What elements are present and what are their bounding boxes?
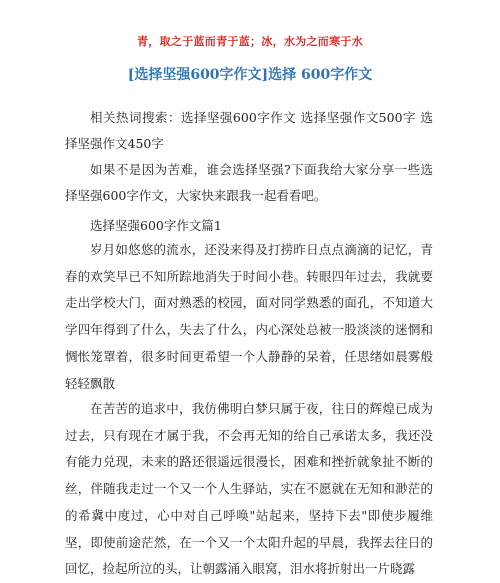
section-subtitle: 选择坚强600字作文篇1	[90, 218, 222, 233]
paragraph-1: 岁月如悠悠的流水，还没来得及打捞昨日点点滴滴的记忆，青春的欢笑早已不知所踪地消失于时间小巷。转眼四年过去，我就要走出学校大门，面对熟悉的校园，面对同学熟悉的面孔，不知道大学四年得到了什么，失去了什么，内心深处总被一股淡淡的迷惘和惆怅笼罩着，很多时间更希望一个人静静的呆着，任思绪如晨雾般轻轻飘散	[65, 242, 433, 391]
intro-paragraph: 如果不是因为苦难，谁会选择坚强?下面我给大家分享一些选择坚强600字作文，大家快来跟我一起看看吧。	[65, 162, 433, 203]
motto-line: 青，取之于蓝而青于蓝；冰，水为之而寒于水	[137, 35, 363, 48]
keywords-line: 相关热词搜索：选择坚强600字作文 选择坚强作文500字 选择坚强作文450字	[65, 110, 433, 151]
paragraph-2: 在苦苦的追求中，我仿佛明白梦只属于夜，往日的辉煌已成为过去，只有现在才属于我，不会再无知的给自己承诺太多，我还没有能力兑现，未来的路还很遥远很漫长，困难和挫折就象扯不断的丝，伴随我走过一个又一个人生驿站，实在不愿就在无知和渺茫的的希冀中度过，心中对自己呼唤"站起来，坚持下去"即使步履维坚，即使前途茫然，在一个又一个太阳升起的早晨，我挥去往日的回忆，捡起所泣的头，让朝露涌入眼窝，泪水将折射出一片晓露	[65, 401, 433, 577]
page-title: [选择坚强600字作文]选择 600字作文	[127, 67, 373, 83]
